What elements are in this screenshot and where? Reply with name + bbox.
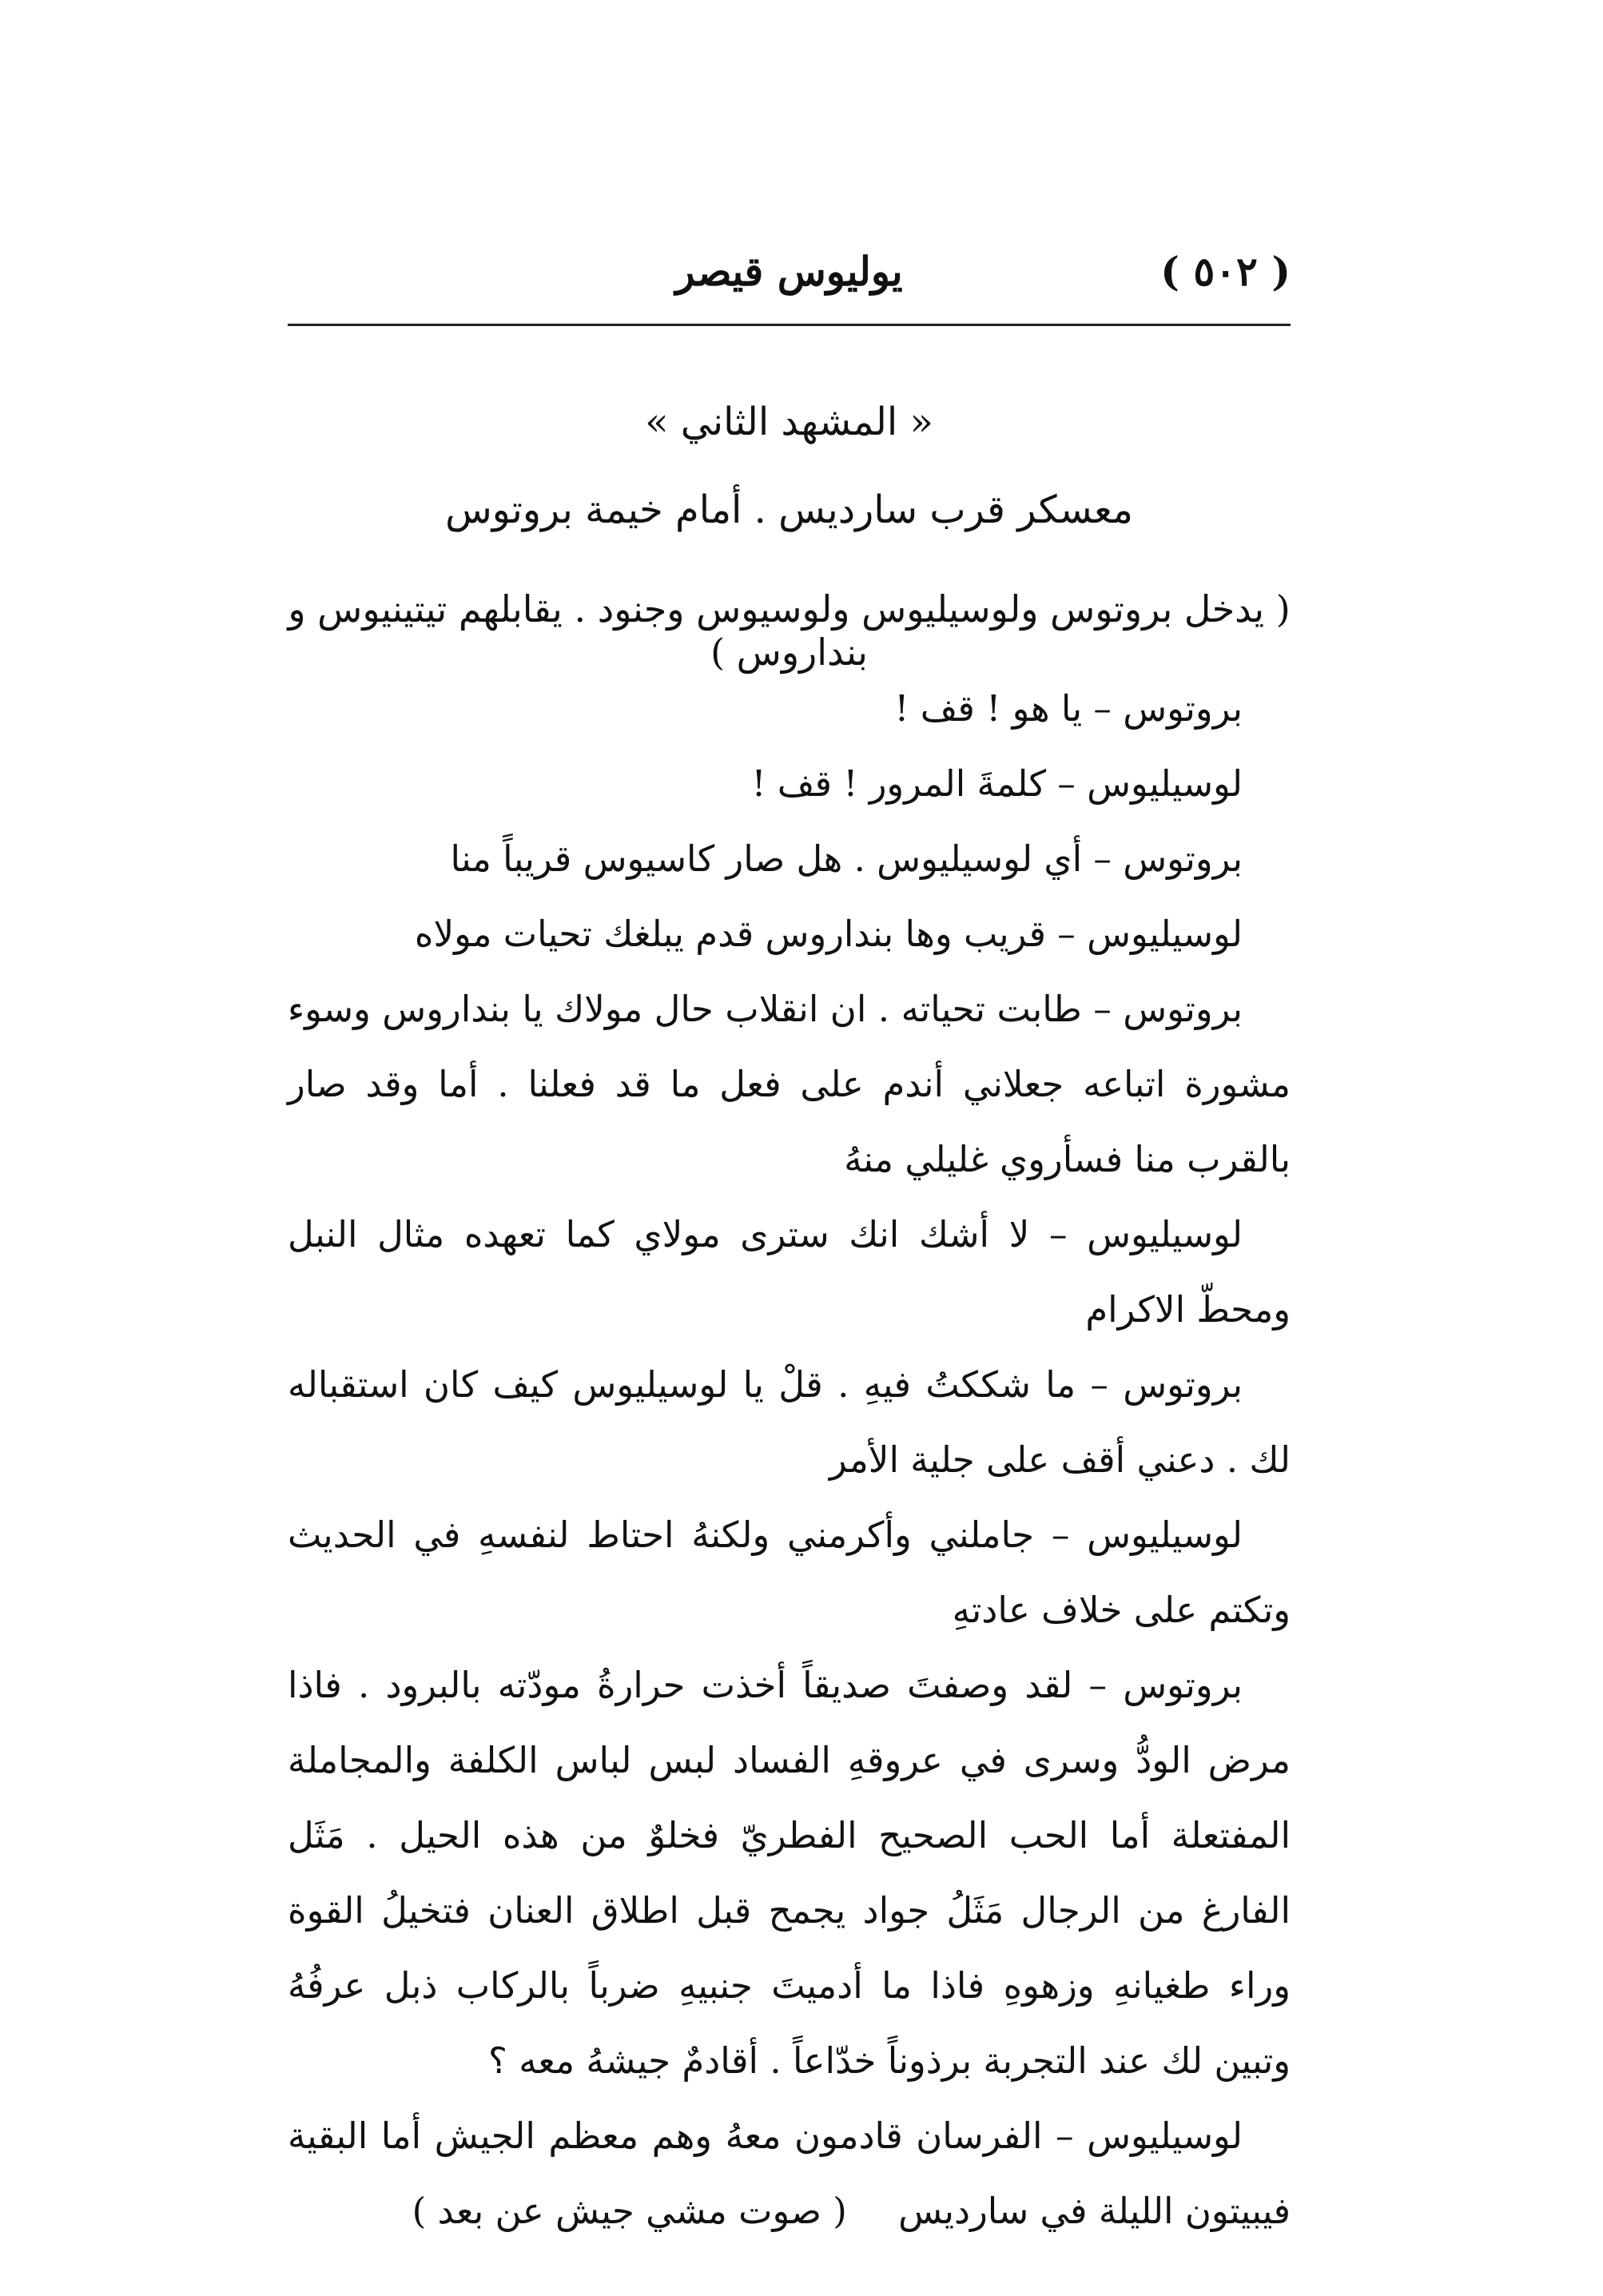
speech-line: لوسيليوس – جاملني وأكرمني ولكنهُ احتاط لنفسهِ في الحديث وتكتم على خلاف عادتهِ [288, 1514, 1291, 1631]
speech-line: لوسيليوس – لا أشك انك سترى مولاي كما تعهده مثال النبل ومحطّ الاكرام [288, 1213, 1291, 1331]
speech-line-with-direction [288, 2099, 1291, 2249]
speech-line: بروتوس – لقد وصفتَ صديقاً أخذت حرارةُ مودّته بالبرود . فاذا مرض الودُّ وسرى في عروقهِ الفساد لبس لباس الكلفة والمجاملة المفتعلة أما الحب الصحيح الفطريّ فخلوٌ من هذه الحيل . مَثَل الفارغ من الرجال مَثَلُ جواد يجمح قبل اطلاق العنان فتخيلُ القوة وراء طغيانهِ وزهوهِ فاذا ما أدميتَ جنبيهِ ضرباً بالركاب ذبل عرفُهُ وتبين لك عند التجربة برذوناً خدّاعاً . أقادمٌ جيشهُ معه ؟ [288, 1664, 1291, 2082]
speech-line: لوسيليوس – كلمةَ المرور ! قف ! [751, 762, 1243, 805]
stage-direction: ( يدخل بروتوس ولوسيليوس ولوسيوس وجنود . يقابلهم تيتينيوس و بنداروس ) [288, 587, 1291, 674]
speech-line: بروتوس – ما شككتُ فيهِ . قلْ يا لوسيليوس كيف كان استقباله لك . دعني أقف على جلية الأمر [288, 1363, 1291, 1481]
speech-line: لوسيليوس – قريب وها بنداروس قدم يبلغك تحيات مولاه [414, 913, 1243, 955]
speech-text: لوسيليوس – الفرسان قادمون معهُ وهم معظم الجيش أما البقية فيبيتون الليلة في سارديس [288, 2115, 1291, 2232]
speech-line: بروتوس – أي لوسيليوس . هل صار كاسيوس قريباً منا [450, 838, 1243, 880]
header-divider [288, 324, 1291, 326]
scene-title: « المشهد الثاني » [645, 400, 933, 444]
running-title: يوليوس قيصر [675, 248, 903, 295]
sound-direction: ( صوت مشي جيش عن بعد ) [412, 2190, 847, 2232]
dialogue-body [288, 671, 1291, 2249]
speech-line: بروتوس – يا هو ! قف ! [894, 687, 1243, 730]
page-number: ( ٥٠٢ ) [1160, 248, 1291, 295]
speech-line: بروتوس – طابت تحياته . ان انقلاب حال مولاك يا بنداروس وسوء مشورة اتباعه جعلاني أندم على فعل ما قد فعلنا . أما وقد صار بالقرب منا فسأروي غليلي منهُ [288, 988, 1291, 1180]
page-header [288, 240, 1291, 328]
scene-location: معسكر قرب سارديس . أمام خيمة بروتوس [445, 487, 1133, 532]
